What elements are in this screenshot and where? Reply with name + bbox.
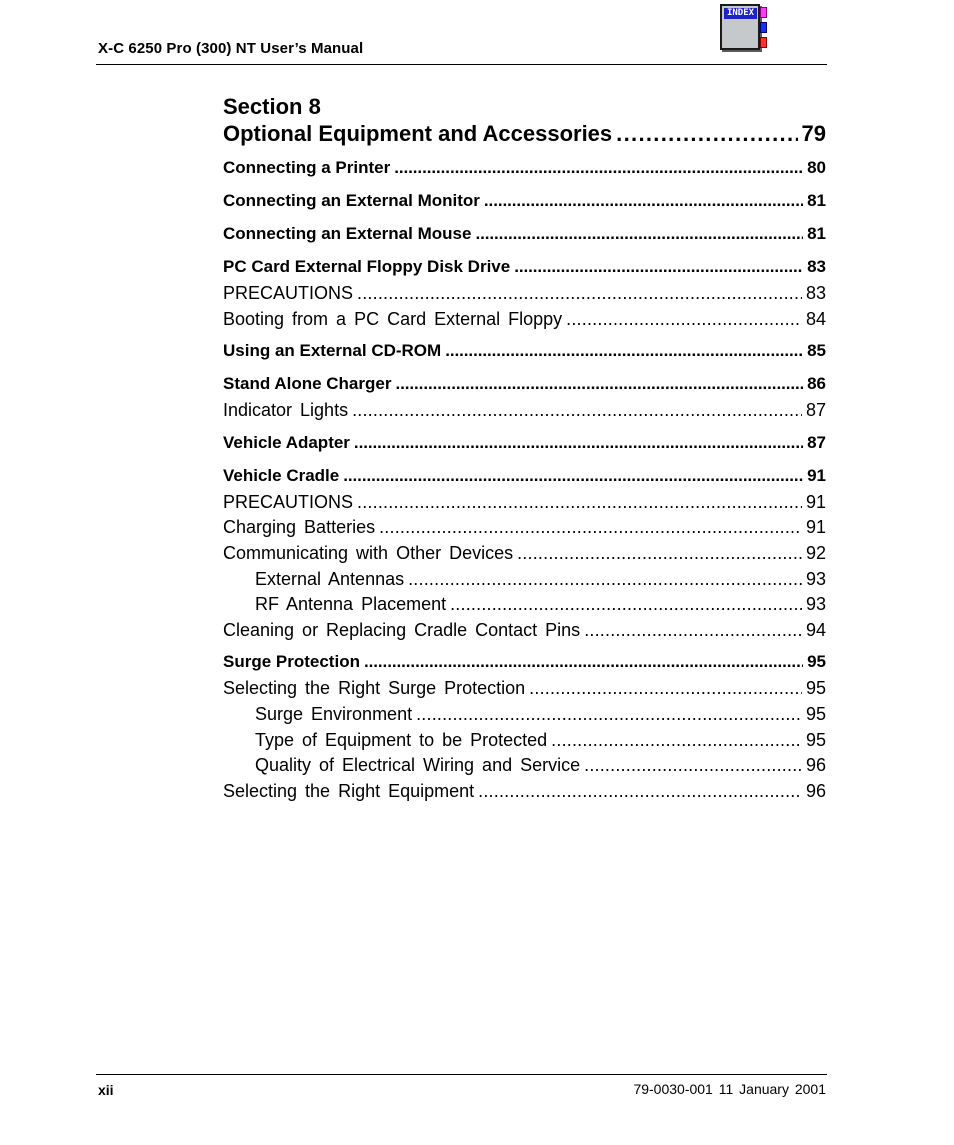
footer-page-number: xii [98,1082,114,1098]
toc-entry-title: RF Antenna Placement [255,594,447,615]
dot-leader [478,781,802,802]
footer-date: 11 January 2001 [718,1081,826,1097]
toc-entry-page: 93 [805,594,826,615]
dot-leader [357,492,802,513]
toc-entry-title: Vehicle Cradle [223,465,340,485]
dot-leader [584,755,802,776]
toc-entry[interactable] [223,730,826,756]
toc-entry-page: 83 [807,257,826,276]
toc-entry[interactable] [223,543,826,569]
dot-leader [364,652,803,672]
section-title-row[interactable] [223,121,826,151]
toc-entry-page: 95 [805,678,826,699]
index-button[interactable] [720,4,768,54]
toc-entry[interactable] [223,620,826,646]
toc-entry[interactable] [223,433,826,459]
toc-entry-page: 91 [807,465,826,485]
toc-entry-title: Connecting an External Monitor [223,191,480,210]
dot-leader [517,543,802,564]
toc-entry-page: 95 [805,703,826,724]
dot-leader [566,309,802,330]
footer-doc-number: 79-0030-001 [633,1081,713,1097]
toc-entry-page: 96 [805,780,826,801]
dot-leader [343,466,803,486]
toc-entry[interactable] [223,341,826,367]
toc-entry-title: Type of Equipment to be Protected [255,729,548,750]
toc-entry[interactable] [223,374,826,400]
toc-entry[interactable] [223,704,826,730]
toc-entry-page: 95 [807,652,826,672]
toc-entry-page: 91 [805,517,826,538]
footer-doc-info [633,1081,826,1097]
toc-entry-page: 92 [805,542,826,563]
index-label: INDEX [724,8,757,19]
toc-entry[interactable] [223,492,826,518]
toc-entry-title: Selecting the Right Equipment [223,780,475,801]
toc-entry-title: Cleaning or Replacing Cradle Contact Pins [223,619,581,640]
dot-leader [551,730,802,751]
toc-entry-title: Vehicle Adapter [223,432,350,452]
dot-leader [584,620,802,641]
toc-entry-title: Surge Environment [255,703,413,724]
toc-entry-title: Stand Alone Charger [223,374,392,394]
toc-entry[interactable] [223,400,826,426]
toc-entry-title: Charging Batteries [223,517,376,538]
toc-entry[interactable] [223,652,826,678]
toc-entry-title: Communicating with Other Devices [223,542,514,563]
dot-leader [616,121,797,147]
index-book-icon [720,4,760,50]
index-tab-red [760,37,767,48]
toc-entry-title: Connecting an External Mouse [223,224,472,243]
toc-entry[interactable] [223,309,826,335]
toc-entry[interactable] [223,466,826,492]
toc-entry-page: 81 [807,191,826,210]
toc-entry[interactable] [223,569,826,595]
toc-entry-page: 96 [805,755,826,776]
toc-entry-page: 87 [805,400,826,421]
toc-entry-title: Surge Protection [223,652,360,672]
dot-leader [394,158,803,178]
section-label: Section 8 [223,94,321,119]
toc-entry[interactable] [223,257,826,283]
dot-leader [450,594,802,615]
dot-leader [475,224,803,244]
dot-leader [395,374,803,394]
toc-entry[interactable] [223,191,826,217]
toc-entry-title: External Antennas [255,568,405,589]
toc-entry-title: Indicator Lights [223,400,349,421]
table-of-contents [223,92,826,806]
dot-leader [352,400,802,421]
dot-leader [357,283,802,304]
toc-entry[interactable] [223,755,826,781]
toc-entry-page: 84 [805,308,826,329]
toc-entry-page: 91 [805,491,826,512]
toc-entry-page: 85 [807,341,826,361]
toc-entry-title: Using an External CD-ROM [223,341,442,361]
toc-entry-page: 86 [807,374,826,394]
toc-entry-page: 95 [805,729,826,750]
toc-entry[interactable] [223,781,826,807]
toc-entry[interactable] [223,224,826,250]
dot-leader [354,433,803,453]
dot-leader [416,704,802,725]
index-tab-pink [760,7,767,18]
section-title: Optional Equipment and Accessories [223,121,613,146]
toc-entries [223,158,826,806]
manual-title: X-C 6250 Pro (300) NT User’s Manual [98,40,364,57]
toc-entry-title: Booting from a PC Card External Floppy [223,308,563,329]
toc-entry-title: Selecting the Right Surge Protection [223,678,526,699]
toc-entry-title: PC Card External Floppy Disk Drive [223,257,511,276]
header-divider [96,64,827,65]
dot-leader [408,569,802,590]
index-tab-blue [760,22,767,33]
dot-leader [379,517,802,538]
toc-entry[interactable] [223,158,826,184]
toc-entry-title: Connecting a Printer [223,158,391,177]
toc-entry-page: 87 [807,432,826,452]
toc-entry-title: PRECAUTIONS [223,283,354,303]
toc-entry-page: 80 [807,158,826,177]
toc-entry-title: PRECAUTIONS [223,491,354,512]
toc-entry[interactable] [223,517,826,543]
toc-entry[interactable] [223,594,826,620]
toc-entry-page: 83 [805,283,826,303]
toc-entry[interactable] [223,283,826,309]
toc-entry-page: 93 [805,568,826,589]
dot-leader [445,341,803,361]
dot-leader [484,191,803,211]
toc-entry-page: 94 [805,619,826,640]
dot-leader [529,678,802,699]
dot-leader [514,257,803,277]
toc-entry-title: Quality of Electrical Wiring and Service [255,755,581,776]
footer-divider [96,1074,827,1075]
section-page: 79 [801,121,826,146]
toc-entry[interactable] [223,678,826,704]
toc-entry-page: 81 [807,224,826,243]
